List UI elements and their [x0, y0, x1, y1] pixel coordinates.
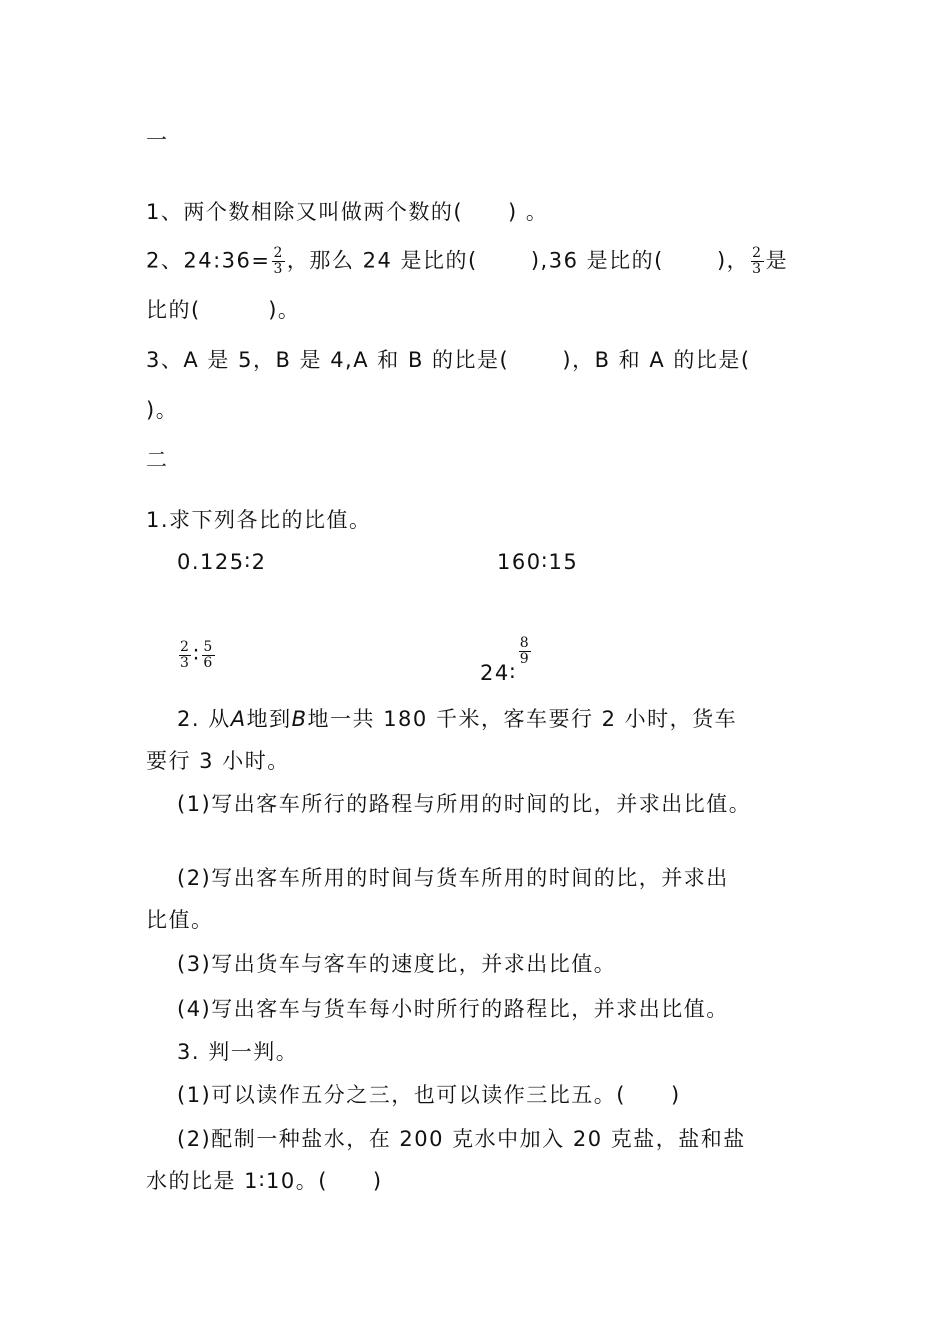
judge-1: (1)可以读作五分之三，也可以读作三比五。( ): [177, 1083, 681, 1107]
ratio-c: [177, 640, 217, 671]
question-3-line-2: )。: [146, 398, 179, 422]
fraction-two-thirds-2: $\frac{2}{3}$: [752, 245, 763, 277]
fraction-d: $\frac{8}{9}$: [519, 635, 531, 667]
question-1: 1、两个数相除又叫做两个数的( ) 。: [146, 200, 549, 224]
ratio-d: [480, 635, 533, 685]
question-3-line-1: 3、A 是 5，B 是 4,A 和 B 的比是( )，B 和 A 的比是(: [146, 348, 751, 372]
sub-question-4: (4)写出客车与货车每小时所行的路程比，并求出比值。: [177, 997, 729, 1021]
sub-question-3: (3)写出货车与客车的速度比，并求出比值。: [177, 952, 617, 976]
problem-1-title: 1.求下列各比的比值。: [146, 508, 372, 532]
fraction-c2: $\frac{5}{6}$: [203, 639, 214, 671]
fraction-c1: $\frac{2}{3}$: [180, 639, 191, 671]
ratio-b: 160∶15: [497, 550, 579, 574]
problem-2-line-2: 要行 3 小时。: [146, 749, 290, 773]
sub-question-2-line-1: (2)写出客车所用的时间与货车所用的时间的比，并求出: [177, 866, 729, 890]
judge-2-line-1: (2)配制一种盐水，在 200 克水中加入 20 克盐，盐和盐: [177, 1127, 746, 1151]
question-2-line-2: 比的( )。: [146, 298, 301, 322]
q2-suffix: 是: [765, 248, 789, 273]
ratio-c-sep: ∶: [193, 642, 201, 667]
section-heading-1: 一: [146, 128, 169, 152]
point-a: A: [230, 707, 247, 731]
ratio-d-prefix: 24∶: [480, 660, 517, 685]
problem-3-title: 3. 判一判。: [177, 1040, 299, 1064]
problem-2-line-1: 2. 从A地到B地一共 180 千米，客车要行 2 小时，货车: [177, 707, 738, 731]
q2-mid: ，那么 24 是比的( ),36 是比的( )，: [286, 248, 750, 273]
sub-question-1: (1)写出客车所行的路程与所用的时间的比，并求出比值。: [177, 792, 752, 816]
point-b: B: [291, 707, 308, 731]
sub-question-2-line-2: 比值。: [146, 908, 214, 932]
ratio-a: 0.125∶2: [177, 550, 267, 574]
question-2-line-1: [146, 246, 788, 277]
section-heading-2: 二: [146, 448, 169, 472]
fraction-two-thirds: $\frac{2}{3}$: [273, 245, 284, 277]
judge-2-line-2: 水的比是 1∶10。( ): [146, 1169, 383, 1193]
q2-prefix: 2、24:36=: [146, 248, 271, 273]
